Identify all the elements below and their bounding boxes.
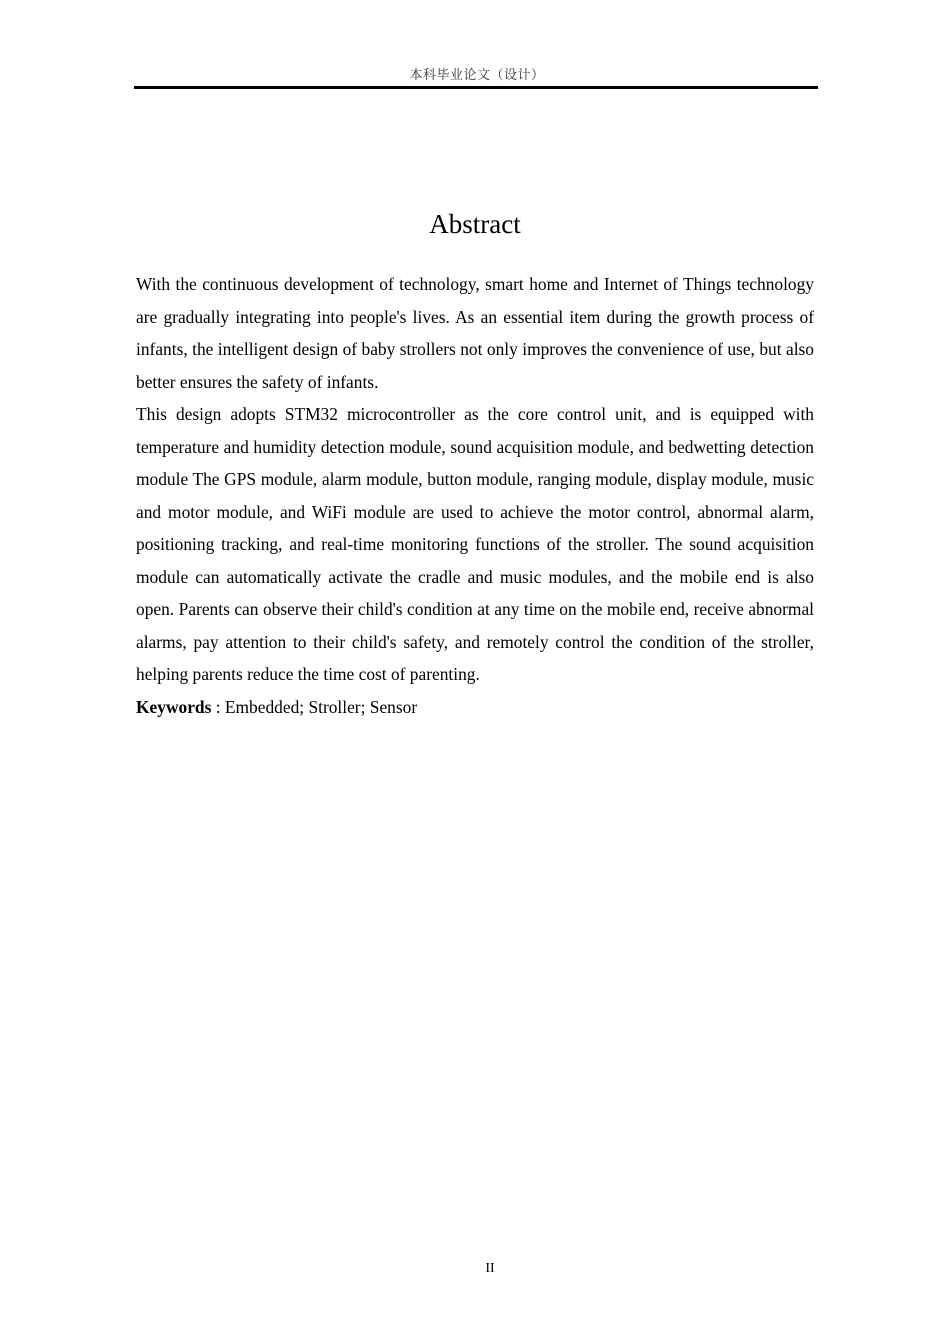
keywords-separator: :: [211, 696, 225, 717]
header-rule: [134, 86, 818, 89]
page-header: 本科毕业论文（设计）: [409, 67, 545, 82]
page-number: II: [485, 1261, 495, 1276]
abstract-title: Abstract: [429, 209, 521, 239]
abstract-paragraph-1: With the continuous development of technology, smart home and Internet of Things technology are gradually integrating into people's lives. As an essential item during the growth process of infants, the intelligent design of baby strollers not only improves the convenience of use, but also better ensures the safety of infants.: [136, 274, 814, 392]
abstract-paragraph-2: This design adopts STM32 microcontroller as the core control unit, and is equipped with temperature and humidity detection module, sound acquisition module, and bedwetting detection module The GPS module, alarm module, button module, ranging module, display module, music and motor module, and WiFi module are used to achieve the motor control, abnormal alarm, positioning tracking, and real-time monitoring functions of the stroller. The sound acquisition module can automatically activate the cradle and music modules, and the mobile end is also open. Parents can observe their child's condition at any time on the mobile end, receive abnormal alarms, pay attention to their child's safety, and remotely control the condition of the stroller, helping parents reduce the time cost of parenting.: [136, 404, 814, 684]
keywords-label: Keywords: [136, 696, 212, 717]
keywords-text: Embedded; Stroller; Sensor: [224, 696, 418, 717]
keywords-line: [136, 691, 814, 724]
abstract-body: [136, 268, 814, 723]
